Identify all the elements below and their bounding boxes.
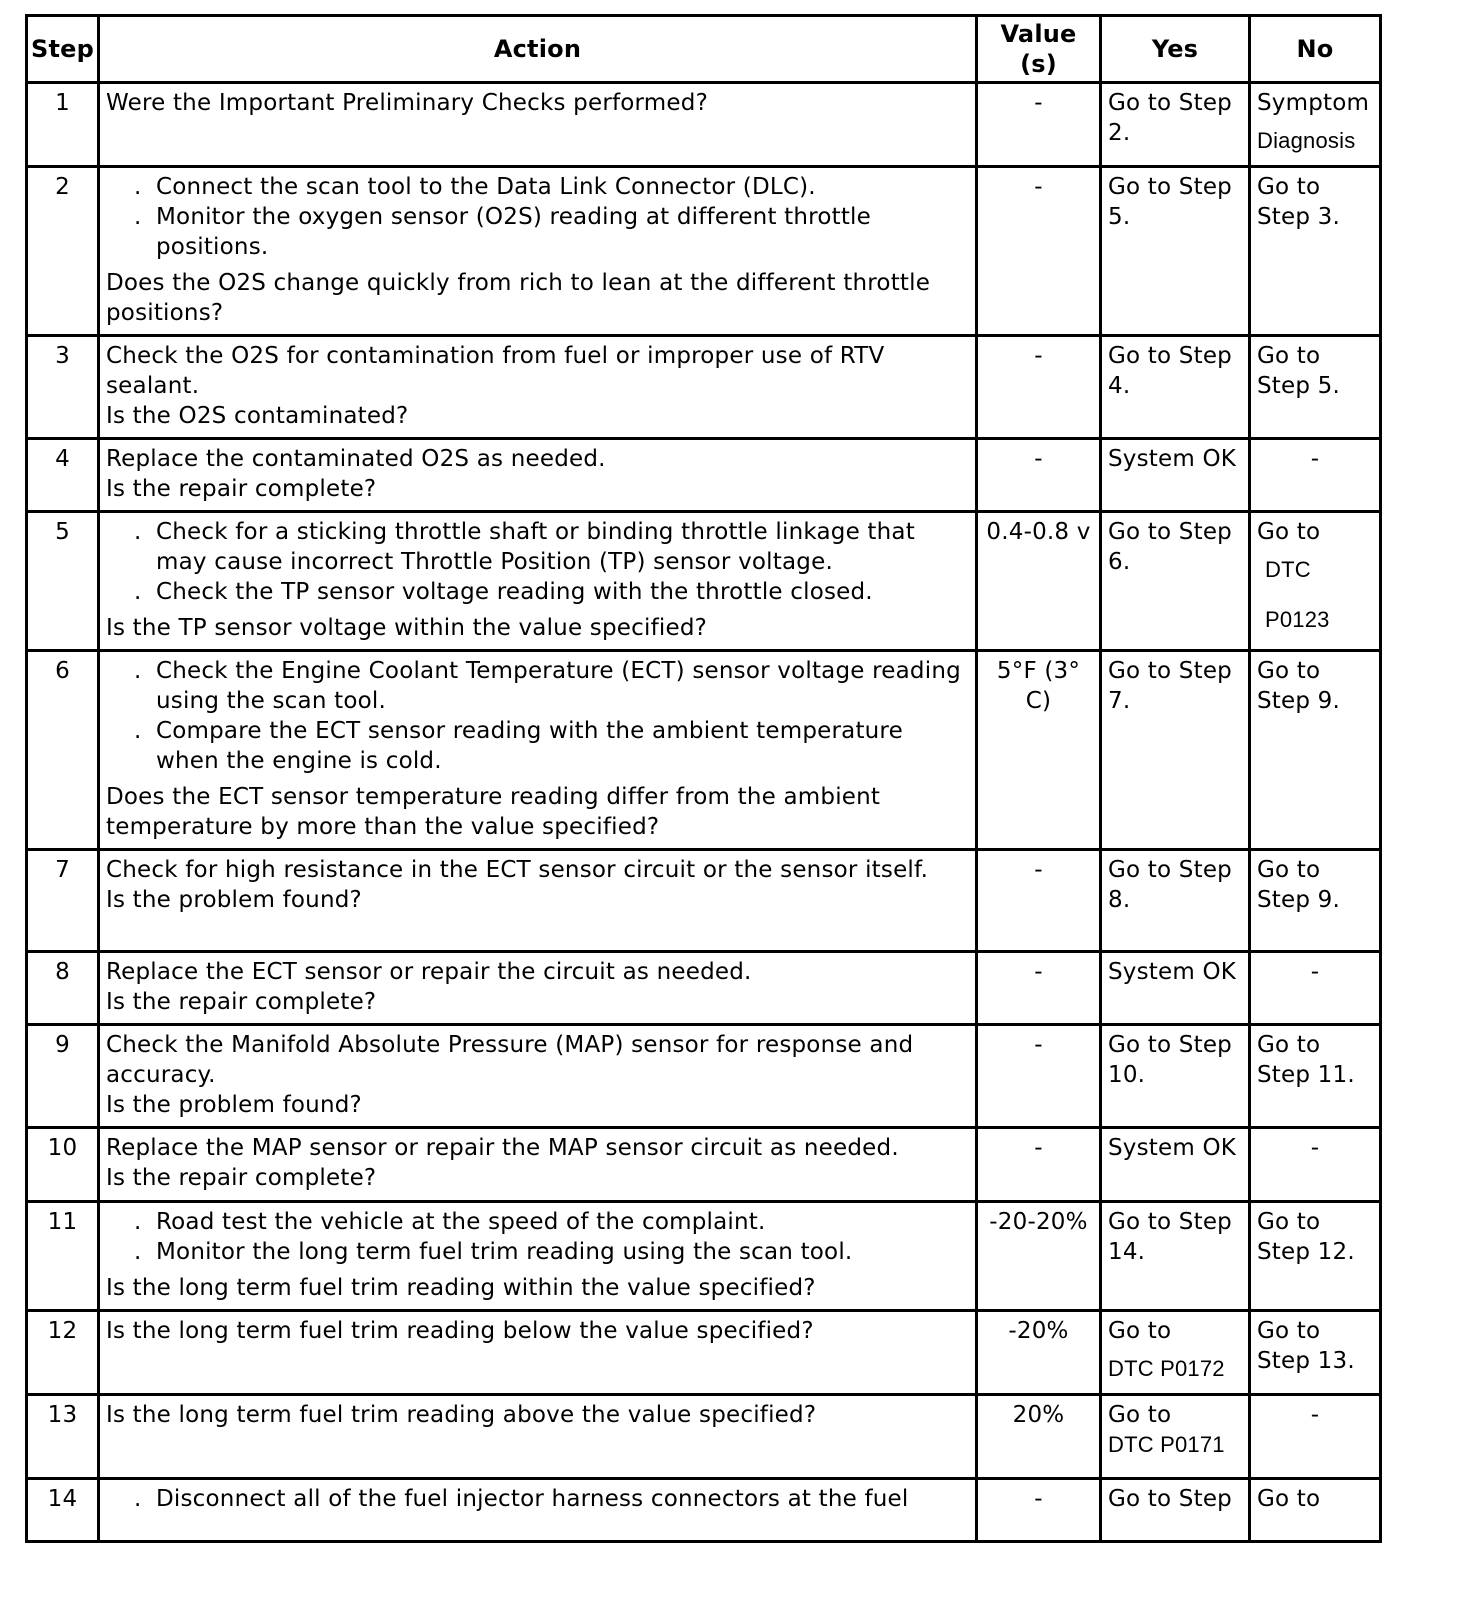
no-cell: Go to Step 5.: [1250, 336, 1381, 439]
bullet-marker: .: [134, 1209, 142, 1235]
action-bullet: [106, 1207, 969, 1237]
yes-cell: Go to Step 5.: [1101, 167, 1250, 336]
no-cell: [1250, 512, 1381, 651]
value-cell: -20%: [977, 1311, 1101, 1395]
action-cell: [99, 1025, 977, 1128]
table-row: [27, 83, 1381, 167]
no-cell: Go to Step 12.: [1250, 1202, 1381, 1311]
table-row: [27, 1025, 1381, 1128]
value-cell: 0.4-0.8 v: [977, 512, 1101, 651]
value-cell: -: [977, 1479, 1101, 1542]
no-cell: -: [1250, 439, 1381, 512]
table-header-row: [27, 16, 1381, 83]
action-text: Replace the MAP sensor or repair the MAP sensor circuit as needed.: [106, 1135, 899, 1161]
bullet-text: Monitor the oxygen sensor (O2S) reading at different throttle positions.: [156, 204, 871, 260]
step-number: 9: [27, 1025, 99, 1128]
action-question: Does the ECT sensor temperature reading differ from the ambient temperature by more than the value specified?: [106, 784, 881, 840]
column-header-yes: Yes: [1101, 16, 1250, 83]
action-question: Is the repair complete?: [106, 1165, 377, 1191]
table-row: [27, 651, 1381, 850]
yes-cell: System OK: [1101, 952, 1250, 1025]
bullet-marker: .: [134, 658, 142, 684]
bullet-text: Road test the vehicle at the speed of the complaint.: [156, 1209, 766, 1235]
table-row: [27, 1128, 1381, 1202]
no-cell: Go to Step 9.: [1250, 850, 1381, 952]
no-cell: Go to Step 9.: [1250, 651, 1381, 850]
action-cell: [99, 952, 977, 1025]
action-bullet: [106, 202, 969, 262]
yes-cell: [1101, 1395, 1250, 1479]
action-cell: [99, 83, 977, 167]
action-cell: [99, 336, 977, 439]
action-question: Is the long term fuel trim reading above the value specified?: [106, 1402, 817, 1428]
table-row: [27, 512, 1381, 651]
yes-cell: Go to Step 14.: [1101, 1202, 1250, 1311]
bullet-text: Check the TP sensor voltage reading with the throttle closed.: [156, 579, 873, 605]
column-header-no: No: [1250, 16, 1381, 83]
step-number: 5: [27, 512, 99, 651]
table-row: [27, 952, 1381, 1025]
step-number: 1: [27, 83, 99, 167]
no-line: P0123: [1265, 607, 1330, 632]
step-number: 13: [27, 1395, 99, 1479]
value-cell: 5°F (3° C): [977, 651, 1101, 850]
action-cell: [99, 850, 977, 952]
value-cell: -: [977, 850, 1101, 952]
step-number: 10: [27, 1128, 99, 1202]
no-cell: Go to Step 3.: [1250, 167, 1381, 336]
step-number: 2: [27, 167, 99, 336]
action-bullet: [106, 1237, 969, 1267]
bullet-marker: .: [134, 519, 142, 545]
value-cell: -: [977, 439, 1101, 512]
no-cell: Go to Step 11.: [1250, 1025, 1381, 1128]
diagnostic-table: [25, 14, 1382, 1543]
action-cell: [99, 439, 977, 512]
no-cell: [1250, 83, 1381, 167]
bullet-text: Check the Engine Coolant Temperature (ECT) sensor voltage reading using the scan tool.: [156, 658, 961, 714]
step-number: 8: [27, 952, 99, 1025]
step-number: 6: [27, 651, 99, 850]
action-question: Is the long term fuel trim reading within the value specified?: [106, 1275, 816, 1301]
yes-cell: Go to Step 2.: [1101, 83, 1250, 167]
table-row: [27, 167, 1381, 336]
yes-line: DTC P0172: [1108, 1356, 1225, 1381]
bullet-marker: .: [134, 718, 142, 744]
yes-cell: Go to Step: [1101, 1479, 1250, 1542]
yes-line: Go to: [1108, 1318, 1172, 1344]
no-cell: Go to: [1250, 1479, 1381, 1542]
action-cell: [99, 1128, 977, 1202]
value-cell: -: [977, 1025, 1101, 1128]
action-question: Is the TP sensor voltage within the value specified?: [106, 615, 708, 641]
value-cell: 20%: [977, 1395, 1101, 1479]
action-cell: [99, 1395, 977, 1479]
bullet-marker: .: [134, 1486, 142, 1512]
action-cell: [99, 1479, 977, 1542]
action-text: Check the Manifold Absolute Pressure (MAP) sensor for response and accuracy.: [106, 1032, 914, 1088]
column-header-step: Step: [27, 16, 99, 83]
no-cell: -: [1250, 952, 1381, 1025]
action-text: Check for high resistance in the ECT sensor circuit or the sensor itself.: [106, 857, 929, 883]
yes-cell: [1101, 1311, 1250, 1395]
action-question: Is the problem found?: [106, 887, 362, 913]
action-bullet: [106, 172, 969, 202]
yes-cell: Go to Step 10.: [1101, 1025, 1250, 1128]
value-cell: -: [977, 83, 1101, 167]
no-line: DTC: [1265, 557, 1311, 582]
bullet-text: Connect the scan tool to the Data Link Connector (DLC).: [156, 174, 816, 200]
no-cell: -: [1250, 1395, 1381, 1479]
action-cell: [99, 1311, 977, 1395]
action-question: Does the O2S change quickly from rich to lean at the different throttle positions?: [106, 270, 931, 326]
table-row: [27, 850, 1381, 952]
value-cell: -: [977, 1128, 1101, 1202]
bullet-marker: .: [134, 1239, 142, 1265]
table-row: [27, 1311, 1381, 1395]
action-cell: [99, 167, 977, 336]
bullet-text: Compare the ECT sensor reading with the ambient temperature when the engine is cold.: [156, 718, 903, 774]
action-question: Is the problem found?: [106, 1092, 362, 1118]
yes-line: Go to: [1108, 1402, 1172, 1428]
yes-line: DTC P0171: [1108, 1432, 1225, 1457]
bullet-text: Check for a sticking throttle shaft or binding throttle linkage that may cause incorrect Throttle Position (TP) sensor voltage.: [156, 519, 915, 575]
table-row: [27, 1479, 1381, 1542]
action-cell: [99, 651, 977, 850]
column-header-action: Action: [99, 16, 977, 83]
step-number: 11: [27, 1202, 99, 1311]
action-text: Replace the contaminated O2S as needed.: [106, 446, 606, 472]
bullet-marker: .: [134, 174, 142, 200]
action-question: Is the long term fuel trim reading below the value specified?: [106, 1318, 814, 1344]
action-question: Is the repair complete?: [106, 476, 377, 502]
value-cell: -20-20%: [977, 1202, 1101, 1311]
action-cell: [99, 1202, 977, 1311]
table-row: [27, 1395, 1381, 1479]
action-question: Were the Important Preliminary Checks performed?: [106, 90, 708, 116]
step-number: 12: [27, 1311, 99, 1395]
no-cell: -: [1250, 1128, 1381, 1202]
bullet-text: Monitor the long term fuel trim reading using the scan tool.: [156, 1239, 853, 1265]
value-cell: -: [977, 167, 1101, 336]
step-number: 7: [27, 850, 99, 952]
action-bullet: [106, 1484, 969, 1514]
action-question: Is the repair complete?: [106, 989, 377, 1015]
value-cell: -: [977, 952, 1101, 1025]
yes-cell: Go to Step 6.: [1101, 512, 1250, 651]
action-bullet: [106, 577, 969, 607]
action-text: Replace the ECT sensor or repair the circuit as needed.: [106, 959, 752, 985]
bullet-marker: .: [134, 579, 142, 605]
bullet-text: Disconnect all of the fuel injector harness connectors at the fuel: [156, 1486, 909, 1512]
step-number: 3: [27, 336, 99, 439]
table-row: [27, 336, 1381, 439]
action-cell: [99, 512, 977, 651]
column-header-value: Value (s): [977, 16, 1101, 83]
action-question: Is the O2S contaminated?: [106, 403, 409, 429]
action-bullet: [106, 656, 969, 716]
yes-cell: Go to Step 4.: [1101, 336, 1250, 439]
yes-cell: Go to Step 7.: [1101, 651, 1250, 850]
step-number: 14: [27, 1479, 99, 1542]
no-line: Symptom: [1257, 90, 1370, 116]
action-bullet: [106, 517, 969, 577]
step-number: 4: [27, 439, 99, 512]
yes-cell: System OK: [1101, 439, 1250, 512]
value-cell: -: [977, 336, 1101, 439]
bullet-marker: .: [134, 204, 142, 230]
no-line: Go to: [1257, 519, 1321, 545]
table-row: [27, 439, 1381, 512]
no-line: Diagnosis: [1257, 128, 1356, 153]
action-text: Check the O2S for contamination from fuel or improper use of RTV sealant.: [106, 343, 885, 399]
no-cell: Go to Step 13.: [1250, 1311, 1381, 1395]
yes-cell: Go to Step 8.: [1101, 850, 1250, 952]
table-row: [27, 1202, 1381, 1311]
yes-cell: System OK: [1101, 1128, 1250, 1202]
action-bullet: [106, 716, 969, 776]
